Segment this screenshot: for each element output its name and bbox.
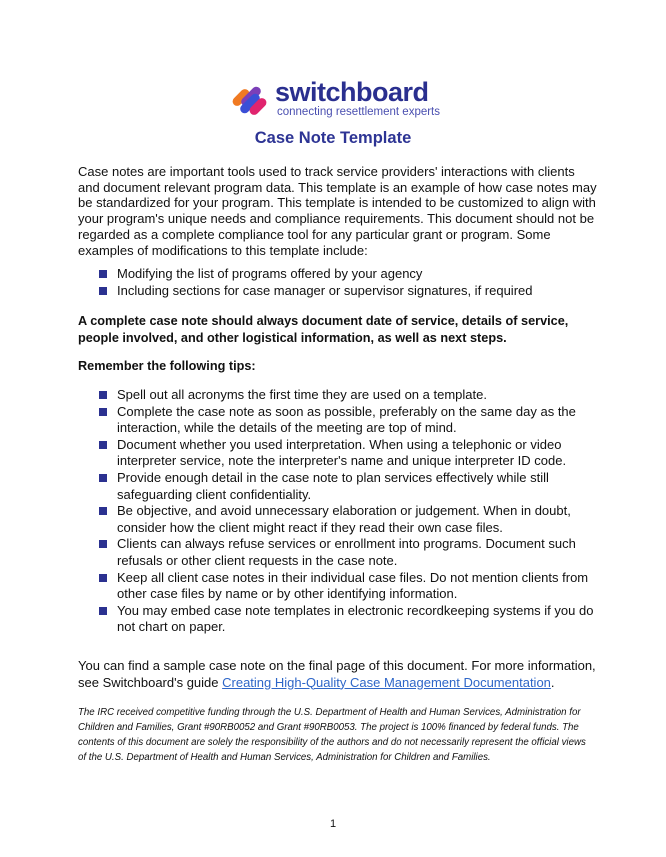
list-item	[78, 283, 598, 300]
list-item	[78, 437, 598, 470]
complete-note-statement: A complete case note should always document date of service, details of service, people involved, and other logistical information, as well as next steps.	[78, 314, 569, 345]
bullet-square-icon	[99, 408, 107, 416]
bullet-square-icon	[99, 507, 107, 515]
list-item-text: Complete the case note as soon as possible, preferably on the same day as the interaction, while the details of the meeting are top of mind.	[117, 403, 576, 436]
page-title: Case Note Template	[254, 129, 412, 147]
list-item-text: Be objective, and avoid unnecessary elaboration or judgement. When in doubt, consider how the client might react if they read their own case files.	[117, 503, 571, 535]
tips-list	[78, 387, 598, 636]
bullet-square-icon	[99, 574, 107, 582]
intro-paragraph: Case notes are important tools used to track service providers' interactions with clients and document relevant program data. This template is an example of how case notes may be standardized for your program. This template is intended to be customized to align with your program's unique needs and compliance requirements. This document should not be regarded as a complete compliance tool for any particular grant or program. Some examples of modifications to this template include:	[78, 164, 597, 258]
list-item-text: Spell out all acronyms the first time they are used on a template.	[117, 387, 487, 402]
bullet-square-icon	[99, 607, 107, 615]
switchboard-logo	[229, 76, 449, 124]
bullet-square-icon	[99, 540, 107, 548]
closing-text: You can find a sample case note on the final page of this document. For more information, see Switchboard's guide	[78, 658, 596, 690]
list-item	[78, 503, 598, 536]
funding-disclaimer: The IRC received competitive funding through the U.S. Department of Health and Human Services, Administration for Children and Families, Grant #90RB0052 and Grant #90RB0053. The project is 100% financed by federal funds. The contents of this document are solely the responsibility of the authors and do not necessarily represent the official views of the U.S. Department of Health and Human Services, Administration for Children and Families.	[78, 707, 586, 763]
list-item	[78, 603, 598, 636]
list-item-text: Document whether you used interpretation. When using a telephonic or video interpreter service, note the interpreter's name and unique interpreter ID code.	[117, 436, 567, 469]
list-item	[78, 387, 598, 404]
list-item-text: Keep all client case notes in their individual case files. Do not mention clients from other case files by name or by other identifying information.	[117, 569, 589, 602]
list-item-text: Clients can always refuse services or enrollment into programs. Document such refusals or other client requests in the case note.	[117, 536, 576, 568]
list-item	[78, 570, 598, 603]
modifications-list	[78, 266, 598, 299]
list-item-text: Provide enough detail in the case note to plan services effectively while still safeguarding client confidentiality.	[117, 469, 549, 502]
closing-text-end: .	[550, 674, 555, 690]
bullet-square-icon	[99, 270, 107, 278]
switchboard-logo-icon	[229, 78, 273, 122]
documentation-guide-link[interactable]: Creating High-Quality Case Management Documentation	[222, 674, 551, 690]
list-item-text: You may embed case note templates in electronic recordkeeping systems if you do not chart on paper.	[117, 602, 594, 635]
bullet-square-icon	[99, 287, 107, 295]
closing-paragraph	[78, 658, 598, 691]
bullet-square-icon	[99, 474, 107, 482]
page-number: 1	[329, 818, 337, 830]
list-item	[78, 536, 598, 569]
tips-heading: Remember the following tips:	[78, 359, 256, 373]
logo-tagline: connecting resettlement experts	[277, 106, 441, 118]
list-item	[78, 404, 598, 437]
list-item-text: Modifying the list of programs offered by your agency	[117, 266, 423, 281]
list-item	[78, 470, 598, 503]
logo-wordmark: switchboard	[275, 77, 429, 107]
list-item	[78, 266, 598, 283]
bullet-square-icon	[99, 391, 107, 399]
bullet-square-icon	[99, 441, 107, 449]
list-item-text: Including sections for case manager or supervisor signatures, if required	[117, 282, 533, 298]
